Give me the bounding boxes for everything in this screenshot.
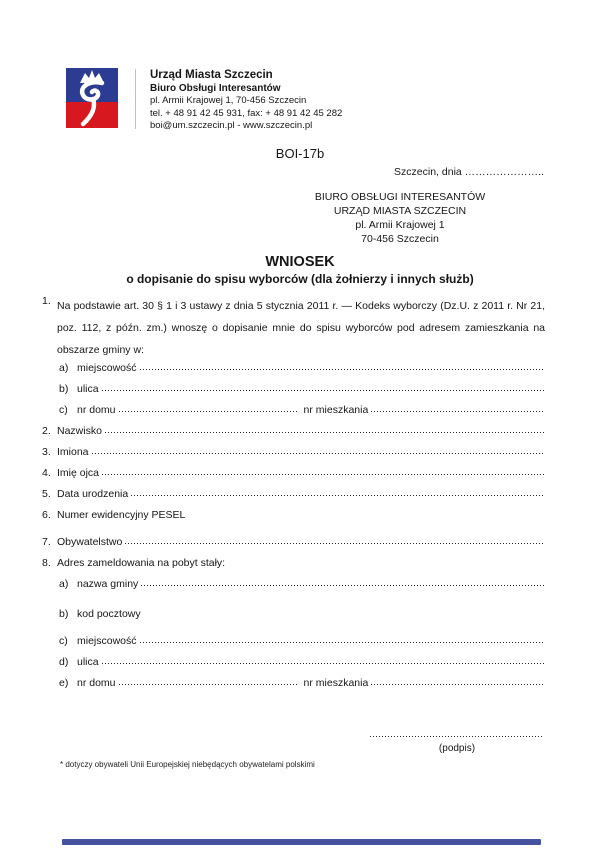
field-label: ulica [77, 656, 99, 668]
form-title: WNIOSEK [265, 254, 335, 270]
field-row-3 [42, 437, 545, 458]
dotted-blank [140, 642, 545, 644]
field-row-1c [42, 395, 545, 416]
dotted-blank [371, 411, 545, 413]
item-1 [42, 295, 545, 361]
dotted-blank [119, 684, 297, 686]
letterhead-divider [135, 69, 136, 129]
item-letter: d) [59, 656, 69, 668]
dotted-blank [371, 684, 545, 686]
item-number: 3. [42, 446, 51, 458]
item-letter: a) [59, 362, 69, 374]
dotted-blank [131, 495, 545, 497]
addressee-block [250, 190, 550, 246]
addressee-line: 70-456 Szczecin [361, 233, 439, 245]
field-label: Obywatelstwo [57, 536, 123, 548]
field-label: Data urodzenia [57, 488, 129, 500]
field-label: Adres zameldowania na pobyt stały: [57, 557, 226, 569]
dotted-blank [92, 453, 545, 455]
office-phone-fax: tel. + 48 91 42 45 931, fax: + 48 91 42 45 282 [150, 107, 343, 119]
field-row-7 [42, 527, 545, 548]
field-label: nr domu [77, 677, 116, 689]
item-letter: c) [59, 404, 68, 416]
field-label: Imię ojca [57, 467, 100, 479]
dotted-blank [141, 585, 545, 587]
dotted-blank [102, 663, 545, 665]
form-subtitle: o dopisanie do spisu wyborców (dla żołnierzy i innych służb) [126, 272, 474, 286]
form-code: BOI-17b [275, 146, 325, 161]
item-number: 7. [42, 536, 51, 548]
field-label: Nazwisko [57, 425, 102, 437]
form-body [42, 295, 545, 689]
field-row-6 [42, 500, 545, 521]
field-label: Numer ewidencyjny PESEL [57, 509, 186, 521]
dotted-blank [102, 474, 545, 476]
legal-basis-text: Na podstawie art. 30 § 1 i 3 ustawy z dnia 5 stycznia 2011 r. — Kodeks wyborczy (Dz.U. z 2011 r. Nr 21, poz. 112, z późn. zm.) wnoszę o dopisanie mnie do spisu wyborców pod adresem zamieszkania na obszarze gminy w: [57, 300, 545, 356]
office-address: pl. Armii Krajowej 1, 70-456 Szczecin [150, 95, 307, 106]
signature-caption: (podpis) [438, 743, 476, 754]
field-label: nr mieszkania [303, 677, 369, 689]
field-label: Imiona [57, 446, 89, 458]
office-name: Urząd Miasta Szczecin [150, 69, 273, 81]
dotted-blank [125, 543, 545, 545]
addressee-line: URZĄD MIASTA SZCZECIN [333, 205, 467, 217]
item-letter: e) [59, 677, 69, 689]
field-row-4 [42, 458, 545, 479]
field-label: nr domu [77, 404, 116, 416]
field-label: ulica [77, 383, 99, 395]
field-label: miejscowość [77, 362, 137, 374]
field-row-8d [42, 647, 545, 668]
dotted-blank [119, 411, 297, 413]
dotted-blank [105, 432, 545, 434]
item-number: 8. [42, 557, 51, 569]
letterhead [66, 68, 342, 133]
field-row-5 [42, 479, 545, 500]
signature-line [370, 731, 544, 737]
field-label: nazwa gminy [77, 578, 139, 590]
field-row-8c [42, 626, 545, 647]
letterhead-text [150, 68, 342, 133]
item-letter: b) [59, 608, 69, 620]
item-letter: a) [59, 578, 69, 590]
office-email-web: boi@um.szczecin.pl - www.szczecin.pl [150, 120, 313, 131]
item-letter: c) [59, 635, 68, 647]
field-row-1b [42, 374, 545, 395]
signature-block [370, 731, 544, 754]
item-letter: b) [59, 383, 69, 395]
dotted-blank [102, 390, 545, 392]
dotted-blank [140, 369, 545, 371]
field-row-8e [42, 668, 545, 689]
addressee-line: pl. Armii Krajowej 1 [355, 219, 445, 231]
szczecin-coat-of-arms-icon [66, 68, 118, 130]
addressee-line: BIURO OBSŁUGI INTERESANTÓW [314, 191, 486, 203]
item-number: 5. [42, 488, 51, 500]
field-row-2 [42, 416, 545, 437]
field-label: kod pocztowy [77, 608, 141, 620]
field-row-8 [42, 548, 545, 569]
item-number: 4. [42, 467, 51, 479]
title-block [0, 254, 600, 286]
item-number: 6. [42, 509, 51, 521]
bureau-name: Biuro Obsługi Interesantów [150, 83, 281, 94]
field-label: nr mieszkania [303, 404, 369, 416]
item-number: 1. [42, 295, 51, 307]
footer-bar [62, 839, 541, 845]
date-line: Szczecin, dnia ………………….. [394, 166, 544, 178]
item-number: 2. [42, 425, 51, 437]
field-label: miejscowość [77, 635, 137, 647]
footnote: * dotyczy obywateli Unii Europejskiej niebędących obywatelami polskimi [60, 760, 315, 769]
field-row-8a [42, 569, 545, 590]
field-row-8b [42, 599, 545, 620]
